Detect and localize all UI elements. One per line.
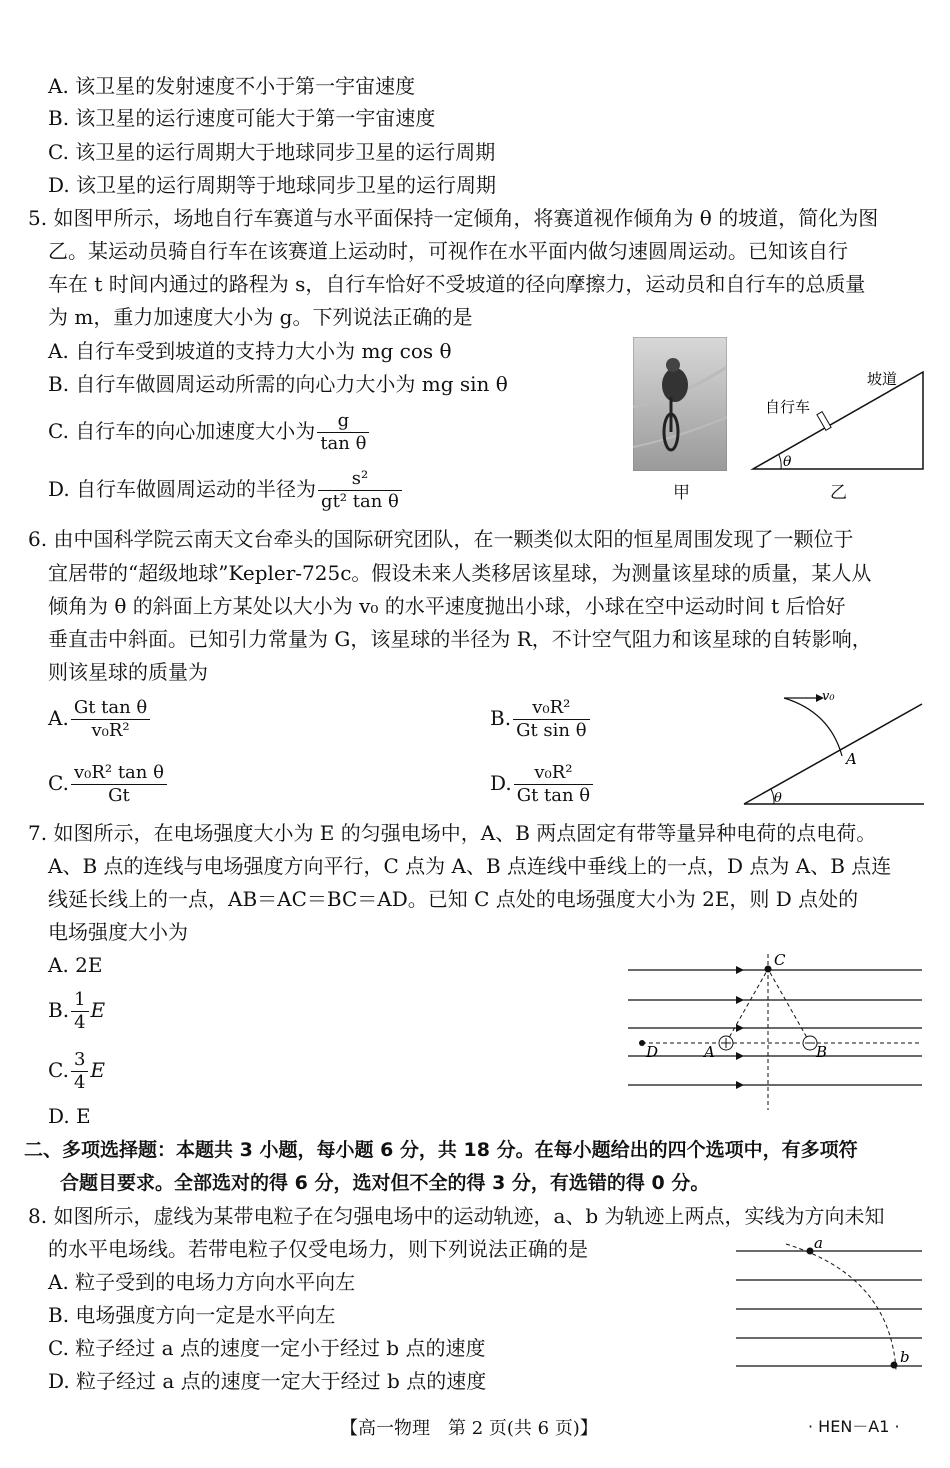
q6-option-d-label: D. (490, 771, 512, 795)
q5-figure-yi-slope (745, 360, 930, 475)
q5-figure-yi-label: 乙 (830, 483, 847, 503)
q5-stem-line3: 车在 t 时间内通过的路程为 s，自行车恰好不受坡道的径向摩擦力，运动员和自行车的总质量 (48, 272, 866, 296)
q5-option-c (48, 408, 371, 455)
q7-stem-line3: 线延长线上的一点，AB＝AC＝BC＝AD。已知 C 点处的电场强度大小为 2E，则 D 点处的 (48, 887, 859, 911)
q6-figure-point-a: A (846, 750, 857, 768)
q7-option-b-numerator: 1 (71, 989, 88, 1012)
q5-stem-line1: 5. 如图甲所示，场地自行车赛道与水平面保持一定倾角，将赛道视作倾角为 θ 的坡道，简化为图 (28, 206, 879, 230)
q4-option-c: C. 该卫星的运行周期大于地球同步卫星的运行周期 (48, 140, 496, 164)
q6-figure-theta: θ (774, 791, 782, 806)
q6-option-c-numerator: v₀R² tan θ (71, 762, 167, 785)
section2-heading-line2: 合题目要求。全部选对的得 6 分，选对但不全的得 3 分，有选错的得 0 分。 (60, 1172, 710, 1194)
q6-option-c-denominator: Gt (108, 785, 130, 806)
q8-stem-line1: 8. 如图所示，虚线为某带电粒子在匀强电场中的运动轨迹，a、b 为轨迹上两点，实线为方向未知 (28, 1204, 885, 1228)
q8-option-c: C. 粒子经过 a 点的速度一定小于经过 b 点的速度 (48, 1336, 486, 1360)
q5-option-c-text: C. 自行车的向心加速度大小为 (48, 419, 316, 443)
q7-figure-point-c: C (774, 951, 786, 969)
q5-option-d-denominator: gt² tan θ (321, 491, 399, 512)
q6-option-a-fraction (71, 697, 150, 742)
q5-figure-yi-bike-block (817, 412, 831, 431)
q5-option-c-numerator: g (317, 410, 369, 433)
q7-option-c (48, 1047, 105, 1094)
q7-option-c-label: C. (48, 1058, 69, 1082)
q6-option-b-fraction (513, 697, 589, 742)
q6-stem-line1: 6. 由中国科学院云南天文台牵头的国际研究团队，在一颗类似太阳的恒星周围发现了一颗位于 (28, 527, 854, 551)
q7-stem-line2: A、B 点的连线与电场强度方向平行，C 点为 A、B 点连线中垂线上的一点，D 点为 A、B 点连 (48, 854, 892, 878)
q6-stem-line4: 垂直击中斜面。已知引力常量为 G，该星球的半径为 R，不计空气阻力和该星球的自转影响， (48, 627, 872, 651)
q6-option-b-numerator: v₀R² (513, 697, 589, 720)
q6-stem-line2: 宜居带的“超级地球”Kepler-725c。假设未来人类移居该星球，为测量该星球的质量，某人从 (48, 561, 872, 585)
q6-option-d (490, 760, 595, 807)
q6-option-a-denominator: v₀R² (91, 720, 130, 741)
q6-option-a (48, 695, 152, 742)
q8-option-d: D. 粒子经过 a 点的速度一定大于经过 b 点的速度 (48, 1369, 487, 1393)
q6-option-d-fraction (514, 762, 593, 807)
q6-option-d-denominator: Gt tan θ (516, 785, 591, 806)
q5-option-d-text: D. 自行车做圆周运动的半径为 (48, 477, 317, 501)
q7-stem-line1: 7. 如图所示，在电场强度大小为 E 的匀强电场中，A、B 两点固定有带等量异种电荷的点电荷。 (28, 821, 877, 845)
q6-stem-line5: 则该星球的质量为 (48, 660, 208, 684)
q7-figure-point-d: D (646, 1043, 659, 1061)
q5-option-c-denominator: tan θ (320, 433, 367, 454)
q5-stem-line2: 乙。某运动员骑自行车在该赛道上运动时，可视作在水平面内做匀速圆周运动。已知该自行 (48, 239, 848, 263)
q5-stem-line4: 为 m，重力加速度大小为 g。下列说法正确的是 (48, 305, 473, 329)
q7-option-c-denominator: 4 (73, 1072, 86, 1093)
q8-figure-trajectory (730, 1236, 930, 1376)
q6-figure-v0: v₀ (822, 689, 835, 704)
footer-page-info: 【高一物理 第 2 页(共 6 页)】 (340, 1418, 598, 1439)
q4-option-d: D. 该卫星的运行周期等于地球同步卫星的运行周期 (48, 173, 497, 197)
q5-option-d (48, 466, 404, 513)
q5-option-c-fraction (317, 410, 369, 455)
q7-stem-line4: 电场强度大小为 (48, 920, 188, 944)
q4-option-b: B. 该卫星的运行速度可能大于第一宇宙速度 (48, 106, 436, 130)
q8-figure-point-b: b (900, 1348, 910, 1366)
q7-option-a: A. 2E (48, 953, 103, 977)
q7-option-b (48, 987, 105, 1034)
q6-option-c-fraction (71, 762, 167, 807)
q5-option-d-fraction (318, 468, 402, 513)
q6-figure-incline (740, 682, 930, 810)
q5-figure-yi-bike-label: 自行车 (765, 398, 811, 416)
q7-option-c-numerator: 3 (71, 1049, 88, 1072)
q7-option-b-label: B. (48, 998, 70, 1022)
q7-figure-field (620, 948, 930, 1113)
section2-heading-line1: 二、多项选择题：本题共 3 小题，每小题 6 分，共 18 分。在每小题给出的四个选项中，有多项符 (24, 1139, 858, 1161)
q5-option-b: B. 自行车做圆周运动所需的向心力大小为 mg sin θ (48, 372, 508, 396)
q5-option-a: A. 自行车受到坡道的支持力大小为 mg cos θ (48, 339, 452, 363)
q5-figure-jia-label: 甲 (673, 483, 690, 503)
q7-figure-point-a: A (704, 1043, 715, 1061)
q5-figure-yi-theta: θ (783, 454, 792, 470)
q8-stem-line2: 的水平电场线。若带电粒子仅受电场力，则下列说法正确的是 (48, 1237, 588, 1261)
q6-option-d-numerator: v₀R² (514, 762, 593, 785)
q7-option-b-denominator: 4 (74, 1012, 86, 1033)
q6-option-a-numerator: Gt tan θ (71, 697, 150, 720)
q6-option-c-label: C. (48, 771, 69, 795)
q8-option-b: B. 电场强度方向一定是水平向左 (48, 1303, 336, 1327)
q7-option-d: D. E (48, 1104, 91, 1128)
q6-stem-line3: 倾角为 θ 的斜面上方某处以大小为 v₀ 的水平速度抛出小球，小球在空中运动时间 t 后恰好 (48, 594, 846, 618)
q6-option-b (490, 695, 592, 742)
q8-option-a: A. 粒子受到的电场力方向水平向左 (48, 1270, 356, 1294)
q5-figure-yi-slope-label: 坡道 (867, 370, 898, 388)
q6-option-a-label: A. (48, 706, 69, 730)
q5-option-d-numerator: s² (318, 468, 402, 491)
q5-figure-jia-photo (633, 337, 727, 471)
q8-figure-point-a: a (814, 1236, 823, 1252)
q4-option-a: A. 该卫星的发射速度不小于第一宇宙速度 (48, 74, 416, 98)
footer-code: · HEN－A1 · (808, 1417, 900, 1436)
q7-option-b-suffix: E (90, 998, 106, 1022)
q6-option-b-denominator: Gt sin θ (516, 720, 587, 741)
q6-option-c (48, 760, 169, 807)
q7-option-c-suffix: E (90, 1058, 106, 1082)
q7-option-c-fraction (71, 1049, 88, 1094)
q6-option-b-label: B. (490, 706, 512, 730)
q7-option-b-fraction (71, 989, 88, 1034)
q7-figure-point-b: B (816, 1043, 828, 1061)
